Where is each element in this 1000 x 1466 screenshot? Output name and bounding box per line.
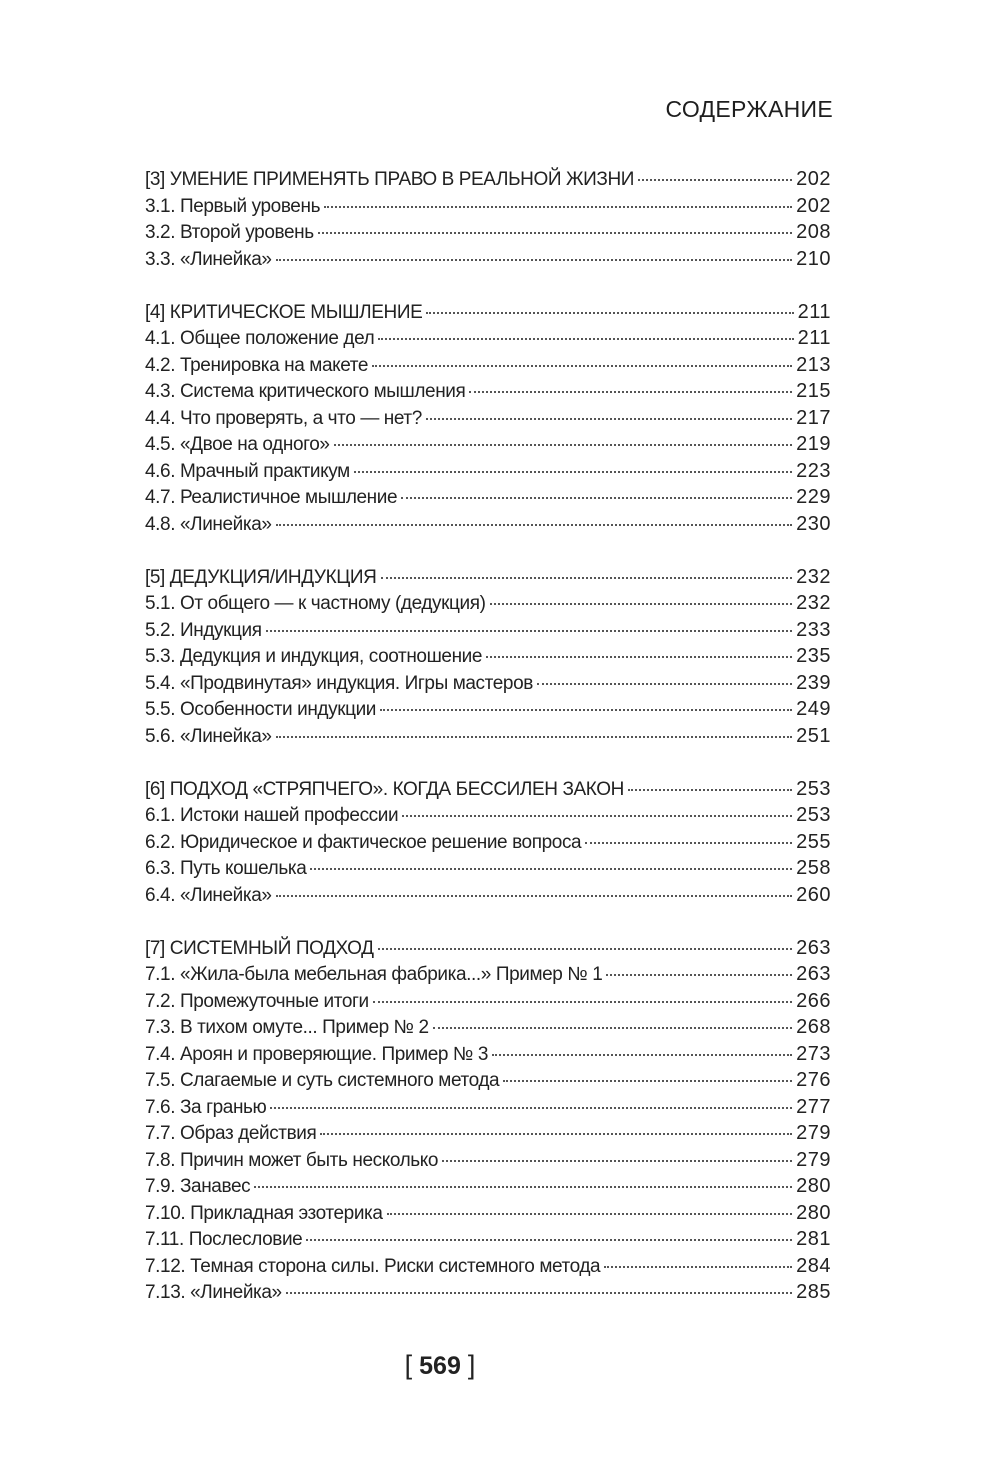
entry-page: 279 [796,1122,831,1144]
toc-entry [145,1094,831,1121]
entry-page: 217 [796,406,831,429]
entry-page: 279 [796,1148,831,1171]
entry-page: 280 [796,1201,831,1224]
entry-page: 229 [796,486,831,508]
entry-title: 4.2. Тренировка на макете [145,354,369,376]
entry-title: 7.3. В тихом омуте... Пример № 2 [145,1017,429,1038]
entry-page: 211 [797,327,831,349]
toc-entry [145,1173,831,1200]
page-heading: СОДЕРЖАНИЕ [665,96,833,122]
entry-title: 7.10. Прикладная эзотерика [145,1202,383,1224]
toc-entry [145,431,831,458]
entry-title: 5.3. Дедукция и индукция, соотношение [145,646,483,667]
entry-page: 285 [796,1281,831,1303]
toc-entry [145,617,831,644]
page-number-value: 569 [419,1352,461,1380]
toc-entry [145,855,831,882]
entry-title: [4] КРИТИЧЕСКОЕ МЫШЛЕНИЕ [145,301,423,323]
entry-page: 208 [796,221,831,243]
toc-entry [145,723,831,750]
dot-leader [276,736,793,738]
entry-title: 7.8. Причин может быть несколько [145,1149,439,1171]
toc-chapter-entry [145,935,831,962]
entry-title: 5.5. Особенности индукции [145,699,377,720]
entry-page: 202 [796,194,831,217]
entry-page: 266 [796,989,831,1012]
toc-entry [145,1253,831,1280]
dot-leader [372,365,792,367]
toc-entry [145,458,831,485]
dot-leader [378,338,793,340]
dot-leader [606,974,792,976]
dot-leader [254,1186,792,1188]
dot-leader [585,842,792,844]
dot-leader [310,868,792,870]
dot-leader [380,709,792,711]
dot-leader [486,656,792,658]
toc-entry [145,246,831,273]
entry-title: 6.3. Путь кошелька [145,858,307,879]
entry-title: [7] СИСТЕМНЫЙ ПОДХОД [145,937,374,959]
entry-page: 239 [796,671,831,694]
toc-entry [145,1147,831,1174]
toc-entry [145,219,831,246]
toc-entry [145,1041,831,1068]
dot-leader [378,948,793,950]
entry-title: 4.3. Система критического мышления [145,381,466,402]
toc-entry [145,882,831,909]
entry-title: 7.2. Промежуточные итоги [145,990,369,1012]
dot-leader [402,815,792,817]
entry-title: 7.13. «Линейка» [145,1282,282,1303]
entry-page: 280 [796,1175,831,1197]
entry-page: 276 [796,1069,831,1091]
toc-entry [145,193,831,220]
entry-title: 7.9. Занавес [145,1176,251,1197]
entry-page: 210 [796,247,831,270]
dot-leader [276,259,793,261]
toc-section [145,935,831,1306]
toc-entry [145,802,831,829]
toc-section [145,299,831,538]
entry-page: 232 [796,565,831,588]
entry-title: 7.12. Темная сторона силы. Риски системного метода [145,1255,601,1277]
dot-leader [318,232,792,234]
toc-chapter-entry [145,299,831,326]
toc-entry [145,1014,831,1041]
entry-title: 4.1. Общее положение дел [145,328,375,349]
entry-page: 253 [796,804,831,826]
entry-page: 235 [796,645,831,667]
entry-page: 223 [796,459,831,482]
dot-leader [373,1001,792,1003]
entry-page: 202 [796,168,831,190]
entry-title: [6] ПОДХОД «СТРЯПЧЕГО». КОГДА БЕССИЛЕН ЗАКОН [145,778,624,800]
dot-leader [442,1160,792,1162]
entry-page: 273 [796,1042,831,1065]
entry-page: 281 [796,1228,831,1250]
toc-section [145,564,831,750]
dot-leader [426,312,793,314]
dot-leader [490,603,793,605]
toc-entry [145,1200,831,1227]
entry-page: 213 [796,353,831,376]
bracket-close: ] [467,1350,476,1380]
entry-title: [3] УМЕНИЕ ПРИМЕНЯТЬ ПРАВО В РЕАЛЬНОЙ ЖИЗНИ [145,169,635,190]
toc-entry [145,590,831,617]
entry-title: 7.11. Послесловие [145,1229,303,1250]
entry-title: 5.4. «Продвинутая» индукция. Игры мастеров [145,672,533,694]
entry-title: 6.2. Юридическое и фактическое решение вопроса [145,831,582,853]
dot-leader [492,1054,792,1056]
entry-page: 232 [796,592,831,614]
entry-title: 3.2. Второй уровень [145,222,314,243]
toc-entry [145,511,831,538]
toc-entry [145,1279,831,1306]
entry-title: 4.7. Реалистичное мышление [145,487,398,508]
entry-title: 7.4. Ароян и проверяющие. Пример № 3 [145,1043,489,1065]
entry-title: 4.6. Мрачный практикум [145,460,350,482]
entry-title: 7.1. «Жила-была мебельная фабрика...» Пример № 1 [145,964,603,985]
entry-page: 260 [796,883,831,906]
entry-title: [5] ДЕДУКЦИЯ/ИНДУКЦИЯ [145,566,377,588]
bracket-open: [ [404,1350,413,1380]
dot-leader [334,444,793,446]
toc-entry [145,829,831,856]
toc-entry [145,670,831,697]
toc-section [145,776,831,909]
dot-leader [276,895,793,897]
entry-title: 6.1. Истоки нашей профессии [145,805,399,826]
entry-page: 251 [796,724,831,747]
table-of-contents [145,166,831,1332]
toc-entry [145,1120,831,1147]
entry-page: 263 [796,936,831,959]
entry-page: 263 [796,963,831,985]
dot-leader [270,1107,792,1109]
entry-title: 4.5. «Двое на одного» [145,434,330,455]
entry-page: 277 [796,1095,831,1118]
toc-entry [145,352,831,379]
dot-leader [503,1080,792,1082]
dot-leader [286,1292,792,1294]
dot-leader [469,391,792,393]
entry-page: 219 [796,433,831,455]
dot-leader [401,497,792,499]
entry-title: 7.5. Слагаемые и суть системного метода [145,1070,500,1091]
entry-title: 3.3. «Линейка» [145,248,272,270]
dot-leader [387,1213,793,1215]
dot-leader [604,1266,792,1268]
dot-leader [266,630,793,632]
entry-title: 7.6. За гранью [145,1096,267,1118]
toc-entry [145,325,831,352]
toc-entry [145,988,831,1015]
entry-title: 4.8. «Линейка» [145,513,272,535]
dot-leader [324,206,792,208]
toc-section [145,166,831,272]
entry-page: 268 [796,1016,831,1038]
entry-title: 4.4. Что проверять, а что — нет? [145,407,422,429]
entry-title: 5.1. От общего — к частному (дедукция) [145,593,486,614]
toc-chapter-entry [145,564,831,591]
toc-entry [145,696,831,723]
dot-leader [537,683,792,685]
toc-entry [145,643,831,670]
toc-entry [145,484,831,511]
entry-title: 3.1. Первый уровень [145,195,321,217]
toc-entry [145,405,831,432]
dot-leader [638,179,792,181]
entry-page: 253 [796,777,831,800]
dot-leader [381,577,793,579]
entry-page: 249 [796,698,831,720]
toc-entry [145,1226,831,1253]
entry-page: 215 [796,380,831,402]
entry-page: 255 [796,830,831,853]
dot-leader [276,524,793,526]
entry-page: 258 [796,857,831,879]
entry-page: 230 [796,512,831,535]
entry-title: 5.2. Индукция [145,619,262,641]
entry-title: 7.7. Образ действия [145,1123,317,1144]
entry-page: 211 [797,300,831,323]
dot-leader [354,471,792,473]
toc-chapter-entry [145,776,831,803]
dot-leader [306,1239,792,1241]
entry-title: 6.4. «Линейка» [145,884,272,906]
dot-leader [320,1133,792,1135]
toc-entry [145,378,831,405]
dot-leader [628,789,792,791]
entry-page: 233 [796,618,831,641]
dot-leader [426,418,792,420]
entry-page: 284 [796,1254,831,1277]
toc-entry [145,1067,831,1094]
toc-entry [145,961,831,988]
page-number [0,1350,880,1381]
entry-title: 5.6. «Линейка» [145,725,272,747]
toc-chapter-entry [145,166,831,193]
dot-leader [433,1027,792,1029]
